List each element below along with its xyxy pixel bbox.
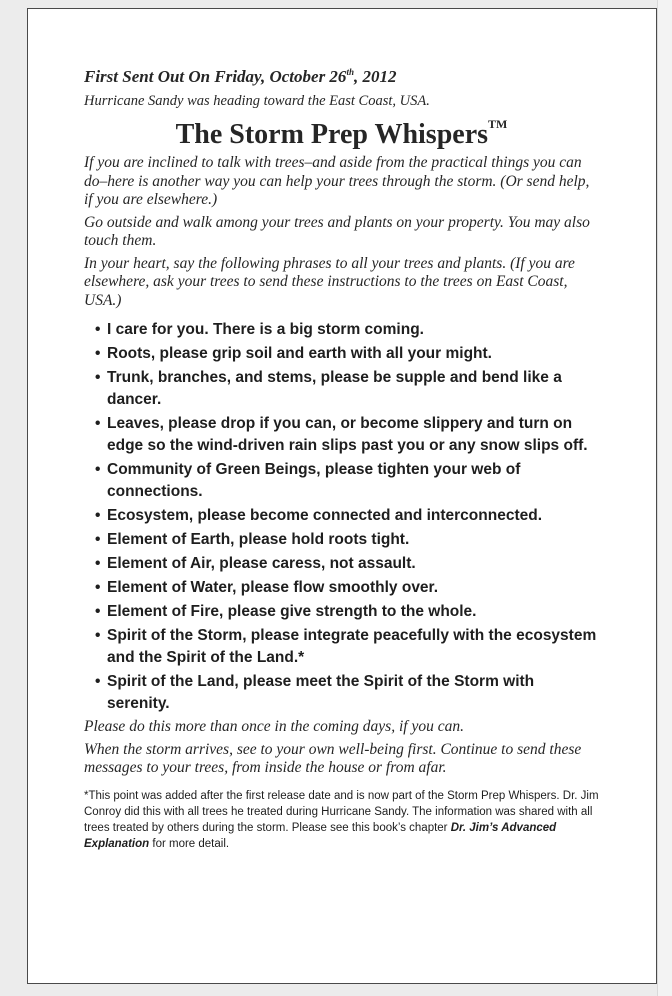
bullet-icon: • bbox=[95, 345, 101, 362]
dateline bbox=[84, 67, 599, 87]
list-item-text: Element of Water, please flow smoothly over. bbox=[107, 579, 439, 596]
list-item-text: Leaves, please drop if you can, or become slippery and turn on edge so the wind-driven rain slips past you or any snow slips off. bbox=[107, 415, 588, 454]
bullet-icon: • bbox=[95, 507, 101, 524]
closing-paragraph: Please do this more than once in the coming days, if you can. bbox=[84, 718, 464, 735]
list-item bbox=[95, 601, 599, 623]
bullet-icon: • bbox=[95, 579, 101, 596]
bullet-icon: • bbox=[95, 627, 101, 644]
list-item-text: Element of Air, please caress, not assault. bbox=[107, 555, 416, 572]
title-text: The Storm Prep Whispers bbox=[175, 119, 489, 150]
list-item bbox=[95, 577, 599, 599]
footnote-chapter-title: Dr. Jim’s Advanced Explanation bbox=[84, 821, 557, 850]
list-item-text: Trunk, branches, and stems, please be supple and bend like a dancer. bbox=[107, 369, 562, 408]
bullet-icon: • bbox=[95, 321, 101, 338]
list-item-text: Spirit of the Land, please meet the Spirit of the Storm with serenity. bbox=[107, 673, 535, 712]
list-item-text: Roots, please grip soil and earth with all your might. bbox=[107, 345, 492, 362]
bullet-icon: • bbox=[95, 555, 101, 572]
intro-paragraph: If you are inclined to talk with trees–and aside from the practical things you can do–here is another way you can help your trees through the storm. (Or send help, if you are elsewhere.) bbox=[84, 154, 590, 208]
list-item bbox=[95, 553, 599, 575]
intro-paragraph: In your heart, say the following phrases to all your trees and plants. (If you are elsewhere, ask your trees to send these instructions to the trees on East Coast, USA.) bbox=[84, 254, 575, 309]
page-title bbox=[84, 119, 599, 151]
bullet-icon: • bbox=[95, 461, 101, 478]
list-item-text: Spirit of the Storm, please integrate peacefully with the ecosystem and the Spirit of the Land.* bbox=[107, 627, 597, 666]
trademark-mark: TM bbox=[488, 117, 508, 131]
footnote bbox=[84, 788, 599, 852]
list-item bbox=[95, 413, 599, 457]
footnote-text: *This point was added after the first release date and is now part of the Storm Prep Whispers. Dr. Jim Conroy did this with all trees he treated during Hurricane Sandy. The information was shared with all trees treated by others during the storm. Please see this book’s chapter bbox=[84, 789, 599, 834]
footnote-suffix: for more detail. bbox=[149, 837, 230, 850]
document-page bbox=[27, 8, 657, 984]
list-item-text: Community of Green Beings, please tighten your web of connections. bbox=[107, 461, 521, 500]
list-item-text: Ecosystem, please become connected and interconnected. bbox=[107, 507, 543, 524]
closing-paragraph: When the storm arrives, see to your own well-being first. Continue to send these messages to your trees, from inside the house or from afar. bbox=[84, 740, 582, 776]
whisper-list bbox=[95, 319, 599, 715]
list-item-text: I care for you. There is a big storm coming. bbox=[107, 321, 424, 338]
dateline-superscript: th bbox=[346, 67, 354, 77]
bullet-icon: • bbox=[95, 531, 101, 548]
bullet-icon: • bbox=[95, 369, 101, 386]
bullet-icon: • bbox=[95, 673, 101, 690]
intro-paragraph: Go outside and walk among your trees and plants on your property. You may also touch them. bbox=[84, 213, 590, 249]
list-item bbox=[95, 343, 599, 365]
dateline-suffix: , 2012 bbox=[353, 67, 397, 86]
bullet-icon: • bbox=[95, 603, 101, 620]
page-content bbox=[84, 67, 599, 852]
list-item bbox=[95, 367, 599, 411]
list-item bbox=[95, 319, 599, 341]
list-item bbox=[95, 625, 599, 669]
page-edge-strip bbox=[657, 0, 672, 996]
subline: Hurricane Sandy was heading toward the East Coast, USA. bbox=[84, 93, 430, 109]
list-item bbox=[95, 505, 599, 527]
bullet-icon: • bbox=[95, 415, 101, 432]
list-item bbox=[95, 459, 599, 503]
dateline-prefix: First Sent Out On Friday, October 26 bbox=[84, 67, 347, 86]
list-item-text: Element of Earth, please hold roots tight. bbox=[107, 531, 410, 548]
list-item bbox=[95, 671, 599, 715]
list-item bbox=[95, 529, 599, 551]
list-item-text: Element of Fire, please give strength to the whole. bbox=[107, 603, 477, 620]
